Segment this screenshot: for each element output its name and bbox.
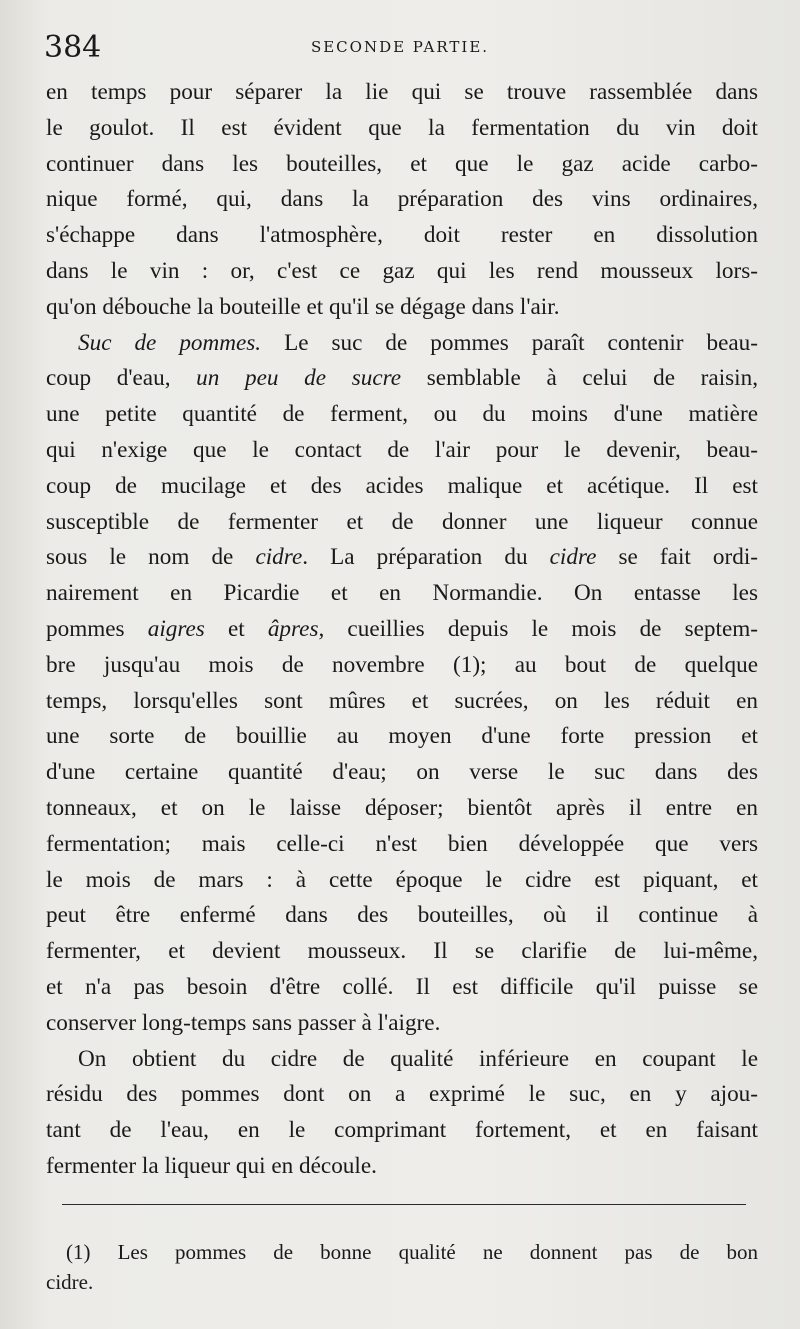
text-line: dans le vin : or, c'est ce gaz qui les rend mousseux lors- [46, 257, 758, 284]
text-line: tonneaux, et on le laisse déposer; bientôt après il entre en [46, 794, 758, 821]
italic-run: aigres [147, 615, 205, 642]
text-line: le goulot. Il est évident que la fermentation du vin doit [46, 114, 758, 141]
text-line: et n'a pas besoin d'être collé. Il est difficile qu'il puisse se [46, 973, 758, 1000]
text-line: une sorte de bouillie au moyen d'une forte pression et [46, 723, 758, 750]
italic-run: cidre [255, 544, 303, 571]
text-line: fermentation; mais celle-ci n'est bien développée que vers [46, 830, 758, 857]
text-line: d'une certaine quantité d'eau; on verse le suc dans des [46, 759, 758, 786]
text-line: conserver long-temps sans passer à l'aigre. [46, 1009, 441, 1036]
text-line: On obtient du cidre de qualité inférieure en coupant le [78, 1045, 758, 1072]
text-line: temps, lorsqu'elles sont mûres et sucrées, on les réduit en [46, 687, 758, 714]
running-head: SECONDE PARTIE. [310, 38, 490, 56]
text-line: tant de l'eau, en le comprimant fortement, et en faisant [46, 1117, 758, 1144]
text-line: qui n'exige que le contact de l'air pour le devenir, beau- [46, 436, 758, 463]
text-line: continuer dans les bouteilles, et que le gaz acide carbo- [46, 150, 758, 177]
text-run: sous le nom de [46, 544, 256, 571]
text-line: en temps pour séparer la lie qui se trouve rassemblée dans [46, 79, 758, 105]
text-line: une petite quantité de ferment, ou du moins d'une matière [46, 401, 758, 428]
text-line: s'échappe dans l'atmosphère, doit rester en dissolution [46, 222, 758, 249]
page-header [44, 30, 756, 66]
text-line: fermenter, et devient mousseux. Il se clarifie de lui-même, [46, 938, 758, 965]
text-run: et [204, 615, 268, 642]
footnote-rule [62, 1204, 746, 1205]
footnote-line: cidre. [46, 1270, 94, 1294]
text-run: . La préparation du [302, 544, 550, 571]
text-line: le mois de mars : à cette époque le cidre est piquant, et [46, 866, 758, 893]
italic-run: un peu de sucre [196, 365, 402, 392]
text-run: coup d'eau, [46, 365, 197, 392]
text-line [46, 361, 758, 397]
text-line: coup de mucilage et des acides malique et acétique. Il est [46, 472, 758, 499]
text-line [46, 540, 758, 576]
text-line: fermenter la liqueur qui en découle. [46, 1152, 377, 1179]
text-run: semblable à celui de raisin, [401, 365, 758, 392]
italic-run: âpres, [267, 615, 325, 642]
text-line: peut être enfermé dans des bouteilles, où il continue à [46, 902, 758, 929]
text-line [46, 612, 758, 648]
body-text [46, 75, 758, 1185]
text-line: nairement en Picardie et en Normandie. On entasse les [46, 580, 758, 607]
text-run: cueillies depuis le mois de septem- [324, 615, 759, 642]
text-line: nique formé, qui, dans la préparation des vins ordinaires, [46, 186, 758, 213]
page-number: 384 [44, 30, 102, 65]
text-run: Le suc de pommes paraît contenir beau- [261, 329, 758, 356]
text-line: susceptible de fermenter et de donner une liqueur connue [46, 508, 758, 535]
text-line: résidu des pommes dont on a exprimé le suc, en y ajou- [46, 1081, 758, 1108]
footnote [46, 1237, 758, 1297]
footnote-line: (1) Les pommes de bonne qualité ne donnent pas de bon [66, 1240, 758, 1264]
section-heading-suc-de-pommes: Suc de pommes. [78, 329, 262, 356]
text-line: qu'on débouche la bouteille et qu'il se dégage dans l'air. [46, 293, 560, 320]
text-line: bre jusqu'au mois de novembre (1); au bout de quelque [46, 651, 758, 678]
italic-run: cidre [549, 544, 597, 571]
text-run: pommes [46, 615, 148, 642]
text-line [46, 326, 758, 362]
text-run: se fait ordi- [596, 544, 758, 571]
